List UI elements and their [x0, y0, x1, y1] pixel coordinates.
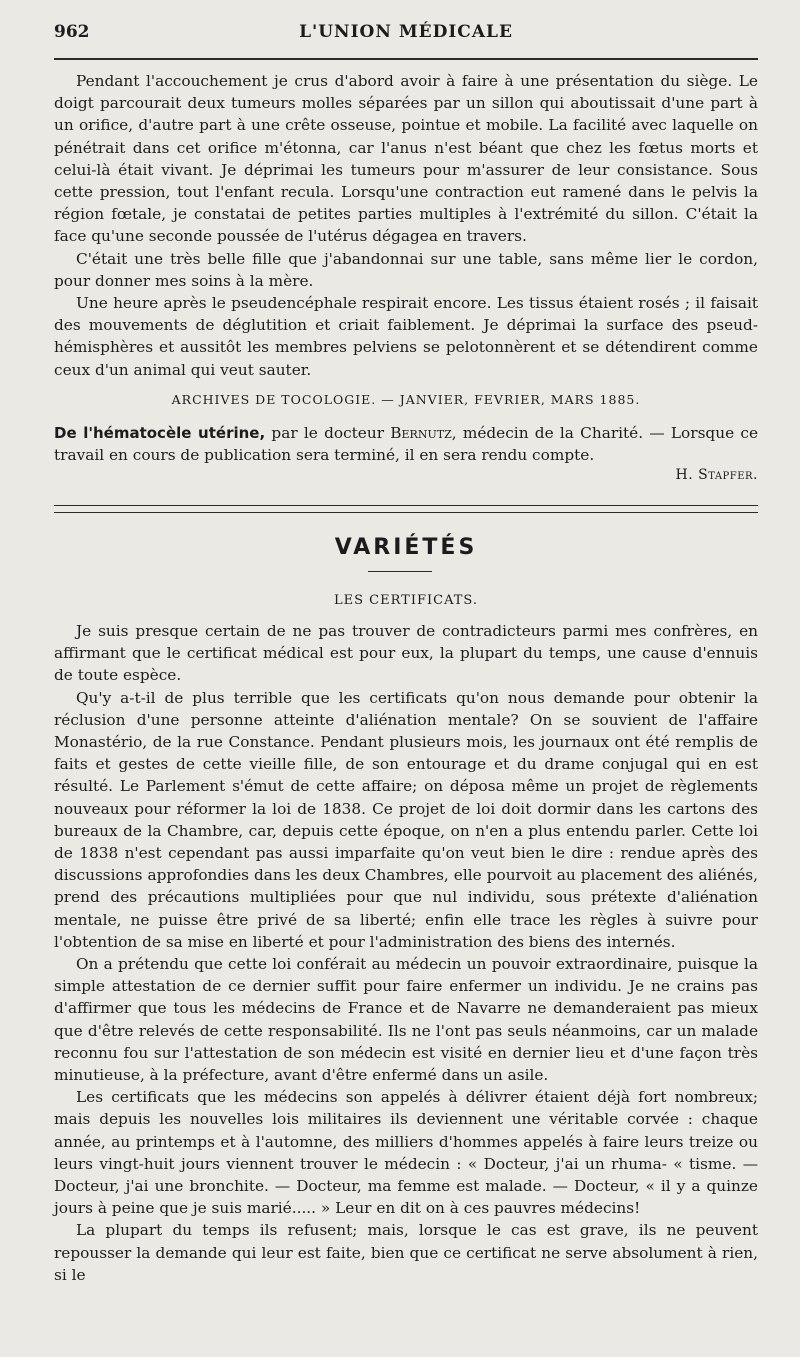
heading-rule	[368, 571, 432, 572]
header-rule	[54, 58, 758, 60]
paragraph: Une heure après le pseudencéphale respirait encore. Les tissus étaient rosés ; il faisait des mouvements de déglutition et criait faiblement. Je déprimai la surface des pseud-hémisphères et aussitôt les membres pelviens se pelotonnèrent et se détendirent comme ceux d'un animal qui veut sauter.	[54, 294, 758, 379]
review-title: De l'hématocèle utérine,	[54, 424, 266, 442]
article-body	[54, 620, 758, 1286]
book-review	[54, 422, 758, 466]
review-text: , médecin de la Charité. — Lorsque ce travail en cours de publication sera terminé, il en sera rendu compte.	[54, 424, 759, 465]
section-heading: VARIÉTÉS	[334, 535, 478, 560]
paragraph: Qu'y a-t-il de plus terrible que les certificats qu'on nous demande pour obtenir la réclusion d'une personne atteinte d'aliénation mentale? On se souvient de l'affaire Monastério, de la rue Constance. Pendant plusieurs mois, les journaux ont été remplis de faits et gestes de cette vieille fille, de son entourage et du drame conjugal qui en est résulté. Le Parlement s'émut de cette affaire; on déposa même un projet de règlements nouveaux pour réformer la loi de 1838. Ce projet de loi doit dormir dans les cartons des bureaux de la Chambre, car, depuis cette époque, on n'en a plus entendu parler. Cette loi de 1838 n'est cependant pas aussi imparfaite qu'on veut bien le dire : rendue après des discussions approfondies dans les deux Chambres, elle pourvoit au placement des aliénés, prend des précautions multipliées pour que nul individu, sous prétexte d'aliénation mentale, ne puisse être privé de sa liberté; enfin elle trace les règles à suivre pour l'obtention de sa mise en liberté et pour l'administration des biens des internés.	[54, 688, 758, 951]
page-header	[54, 22, 758, 50]
signature-name: Stapfer.	[698, 467, 758, 483]
running-title: L'UNION MÉDICALE	[299, 22, 513, 42]
review-author: Bernutz	[390, 424, 452, 442]
signature-initial: H.	[675, 467, 699, 483]
paragraph: Pendant l'accouchement je crus d'abord avoir à faire à une présentation du siège. Le doigt parcourait deux tumeurs molles séparées par un sillon qui aboutissait d'une part à un orifice, d'autre part à une crête osseuse, pointue et mobile. La facilité avec laquelle on pénétrait dans cet orifice m'étonna, car l'anus n'est béant que chez les fœtus morts et celui-là était vivant. Je déprimai les tumeurs pour m'assurer de leur consistance. Sous cette pression, tout l'enfant recula. Lorsqu'une contraction eut ramené dans le pelvis la région fœtale, je constatai de petites parties multiples à l'extrémité du sillon. C'était la face qu'une seconde poussée de l'utérus dégagea en travers.	[54, 72, 758, 246]
article-title: LES CERTIFICATS.	[334, 593, 478, 608]
paragraph: On a prétendu que cette loi conférait au médecin un pouvoir extraordinaire, puisque la simple attestation de ce dernier suffit pour faire enfermer un individu. Je ne crains pas d'affirmer que tous les médecins de France et de Navarre ne demanderaient pas mieux que d'être relevés de cette responsabilité. Ils ne l'ont pas seuls néanmoins, car un malade reconnu fou sur l'attestation de son médecin est visité en dernier lieu et d'une façon très minutieuse, à la préfecture, avant d'être enfermé dans un asile.	[54, 955, 758, 1085]
paragraph: La plupart du temps ils refusent; mais, lorsque le cas est grave, ils ne peuvent repousser la demande qui leur est faite, bien que ce certificat ne serve absolument à rien, si le	[54, 1221, 758, 1284]
paragraph: Les certificats que les médecins son appelés à délivrer étaient déjà fort nombreux; mais depuis les nouvelles lois militaires ils deviennent une véritable corvée : chaque année, au printemps et à l'automne, des milliers d'hommes appelés à faire leurs treize ou leurs vingt-huit jours viennent trouver le médecin : « Docteur, j'ai un rhuma- « tisme. — Docteur, j'ai une bronchite. — Docteur, ma femme est malade. — Docteur, « il y a quinze jours à peine que je suis marié..... » Leur en dit on à ces pauvres médecins!	[54, 1088, 758, 1218]
section-divider	[54, 505, 758, 513]
page-number: 962	[54, 22, 90, 42]
case-report-section	[54, 70, 758, 381]
source-line: ARCHIVES DE TOCOLOGIE. — JANVIER, FEVRIER, MARS 1885.	[171, 392, 641, 407]
paragraph: C'était une très belle fille que j'abandonnai sur une table, sans même lier le cordon, pour donner mes soins à la mère.	[54, 249, 758, 290]
signature	[676, 467, 759, 483]
review-text: par le docteur	[265, 424, 391, 442]
paragraph: Je suis presque certain de ne pas trouver de contradicteurs parmi mes confrères, en affirmant que le certificat médical est pour eux, la plupart du temps, une cause d'ennuis de toute espèce.	[54, 622, 758, 685]
